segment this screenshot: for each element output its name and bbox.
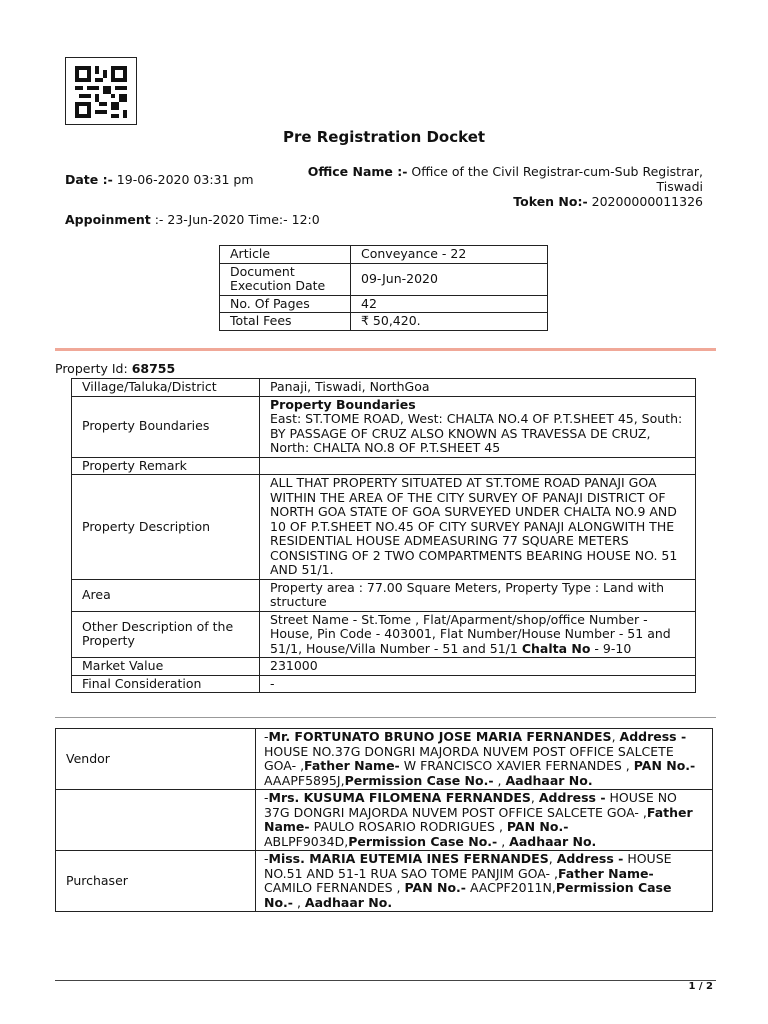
qr-code — [65, 57, 137, 125]
chalta-value: - 9-10 — [594, 640, 632, 656]
office-line — [263, 164, 703, 179]
summary-value: 09-Jun-2020 — [351, 263, 548, 295]
other-description-cell — [260, 611, 696, 658]
party-address: HOUSE NO.37G DONGRI MAJORDA NUVEM POST OFFICE SALCETE GOA- — [264, 743, 674, 773]
appointment-line — [65, 212, 320, 227]
table-row — [56, 729, 713, 790]
party-name: Miss. MARIA EUTEMIA INES FERNANDES — [268, 851, 549, 866]
table-row — [72, 396, 696, 457]
row-key: Other Description of the Property — [72, 611, 260, 658]
boundaries-value: East: ST.TOME ROAD, West: CHALTA NO.4 OF P.T.SHEET 45, South: BY PASSAGE OF CRUZ ALSO KNOWN AS TRAVESSA DE CRUZ, North: CHALTA NO.8 OF P.T.SHEET 45 — [270, 411, 683, 455]
party-details: -Mr. FORTUNATO BRUNO JOSE MARIA FERNANDES, Address - HOUSE NO.37G DONGRI MAJORDA NUVEM POST OFFICE SALCETE GOA- ,Father Name- W FRANCISCO XAVIER FERNANDES , PAN No.- AAAPF5895J,Permission Case No.- , Aadhaar No. — [256, 729, 713, 790]
table-row — [72, 379, 696, 397]
page-number: 1 / 2 — [688, 981, 713, 992]
permission-label: Permission Case No.- — [264, 880, 672, 910]
row-key: Final Consideration — [72, 675, 260, 693]
boundaries-heading: Property Boundaries — [270, 396, 416, 412]
address-label: Address - — [556, 851, 624, 866]
consideration-value: - — [260, 675, 696, 693]
market-value: 231000 — [260, 658, 696, 676]
row-key: Property Remark — [72, 457, 260, 475]
table-row — [56, 790, 713, 851]
page-title: Pre Registration Docket — [282, 128, 486, 146]
office-value: Office of the Civil Registrar-cum-Sub Registrar, — [411, 164, 703, 179]
section-divider — [55, 717, 716, 718]
permission-label: Permission Case No.- — [344, 772, 494, 788]
appointment-value: :- 23-Jun-2020 Time:- 12:0 — [154, 212, 320, 227]
property-table — [71, 378, 696, 693]
parties-table — [55, 728, 713, 912]
date-line — [65, 172, 254, 187]
area-value: Property area : 77.00 Square Meters, Property Type : Land with structure — [260, 579, 696, 611]
property-id-value: 68755 — [131, 361, 176, 376]
table-row — [72, 675, 696, 693]
table-row — [72, 457, 696, 475]
table-row — [72, 658, 696, 676]
office-block — [263, 164, 703, 209]
chalta-label: Chalta No — [521, 640, 591, 656]
token-label: Token No:- — [513, 194, 588, 209]
row-key: Property Boundaries — [72, 396, 260, 457]
table-row — [220, 246, 548, 264]
address-label: Address - — [619, 729, 687, 744]
aadhaar-label: Aadhaar No. — [505, 772, 593, 788]
party-address: HOUSE NO.51 AND 51-1 RUA SAO TOME PANJIM GOA- — [264, 851, 672, 881]
aadhaar-label: Aadhaar No. — [304, 894, 393, 910]
father-label: Father Name- — [304, 758, 400, 773]
party-father: W FRANCISCO XAVIER FERNANDES — [403, 758, 622, 773]
token-value: 20200000011326 — [591, 194, 703, 209]
table-row — [72, 611, 696, 658]
party-father: CAMILO FERNANDES — [264, 880, 393, 895]
office-value-continued: Tiswadi — [656, 179, 703, 194]
summary-key: No. Of Pages — [220, 295, 351, 313]
party-role: Vendor — [56, 729, 256, 790]
village-value: Panaji, Tiswadi, NorthGoa — [260, 379, 696, 397]
summary-value: Conveyance - 22 — [351, 246, 548, 264]
party-details: -Mrs. KUSUMA FILOMENA FERNANDES, Address - HOUSE NO 37G DONGRI MAJORDA NUVEM POST OFFICE SALCETE GOA- ,Father Name- PAULO ROSARIO RODRIGUES , PAN No.- ABLPF9034D,Permission Case No.- , Aadhaar No. — [256, 790, 713, 851]
party-pan: AAAPF5895J — [264, 772, 341, 788]
section-divider — [55, 348, 716, 351]
table-row — [220, 295, 548, 313]
qr-code-icon — [75, 66, 127, 118]
table-row — [56, 851, 713, 912]
party-pan: ABLPF9034D — [264, 833, 345, 849]
property-id-label: Property Id: — [55, 361, 128, 376]
table-row — [72, 475, 696, 580]
row-key: Property Description — [72, 475, 260, 580]
party-address: HOUSE NO 37G DONGRI MAJORDA NUVEM POST OFFICE SALCETE GOA- — [264, 790, 677, 820]
office-label: Office Name :- — [307, 164, 408, 179]
description-value: ALL THAT PROPERTY SITUATED AT ST.TOME ROAD PANAJI GOA WITHIN THE AREA OF THE CITY SURVEY OF PANAJI DISTRICT OF NORTH GOA STATE OF GOA SURVEYED UNDER CHALTA NO.9 AND 10 OF P.T.SHEET NO.45 OF CITY SURVEY PANAJI ALONGWITH THE RESIDENTIAL HOUSE ADMEASURING 77 SQUARE METERS CONSISTING OF 2 TWO COMPARTMENTS BEARING HOUSE NO. 51 AND 51/1. — [260, 475, 696, 580]
boundaries-cell — [260, 396, 696, 457]
party-father: PAULO ROSARIO RODRIGUES — [313, 819, 495, 834]
pan-label: PAN No.- — [506, 819, 569, 834]
date-value: 19-06-2020 03:31 pm — [116, 172, 254, 187]
row-key: Market Value — [72, 658, 260, 676]
party-role-empty — [56, 790, 256, 851]
pan-label: PAN No.- — [633, 758, 696, 773]
father-label: Father Name- — [558, 865, 654, 881]
date-label: Date :- — [65, 172, 113, 187]
summary-key: Article — [220, 246, 351, 264]
footer-divider — [55, 980, 716, 981]
party-name: Mrs. KUSUMA FILOMENA FERNANDES — [268, 790, 531, 805]
property-id-line — [55, 361, 175, 376]
father-label: Father Name- — [264, 804, 693, 834]
summary-value: 42 — [351, 295, 548, 313]
party-details: -Miss. MARIA EUTEMIA INES FERNANDES, Address - HOUSE NO.51 AND 51-1 RUA SAO TOME PANJIM GOA- ,Father Name- CAMILO FERNANDES , PAN No.- AACPF2011N,Permission Case No.- , Aadhaar No. — [256, 851, 713, 912]
address-label: Address - — [538, 790, 606, 805]
aadhaar-label: Aadhaar No. — [509, 833, 597, 849]
pan-label: PAN No.- — [404, 880, 466, 895]
summary-table — [219, 245, 548, 331]
token-line — [263, 194, 703, 209]
permission-label: Permission Case No.- — [348, 833, 498, 849]
party-pan: AACPF2011N — [469, 880, 552, 895]
table-row — [72, 579, 696, 611]
party-role: Purchaser — [56, 851, 256, 912]
row-key: Area — [72, 579, 260, 611]
remark-value — [260, 457, 696, 475]
summary-key: Total Fees — [220, 313, 351, 331]
table-row — [220, 263, 548, 295]
summary-value: ₹ 50,420. — [351, 313, 548, 331]
table-row — [220, 313, 548, 331]
summary-key: Document Execution Date — [220, 263, 351, 295]
other-description-value: Street Name - St.Tome , Flat/Aparment/shop/office Number - House, Pin Code - 403001, Flat Number/House Number - 51 and 51/1, House/Villa Number - 51 and 51/1 — [270, 611, 671, 656]
appointment-label: Appoinment — [65, 212, 151, 227]
row-key: Village/Taluka/District — [72, 379, 260, 397]
party-name: Mr. FORTUNATO BRUNO JOSE MARIA FERNANDES — [268, 729, 612, 744]
